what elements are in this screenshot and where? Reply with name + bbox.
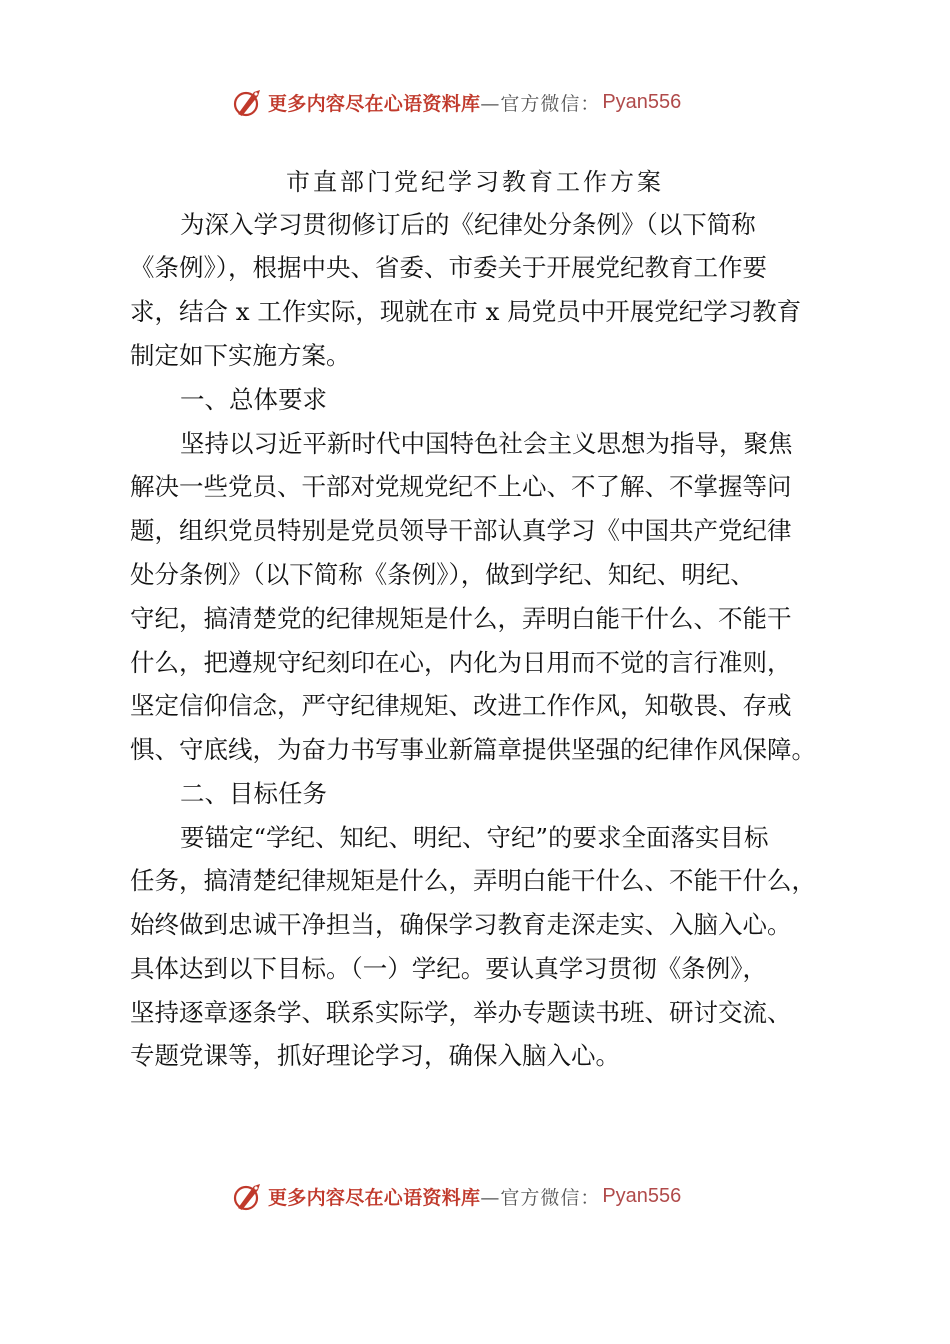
body-line: 坚定信仰信念，严守纪律规矩、改进工作作风，知敬畏、存戒 <box>130 691 792 720</box>
body-line: 坚持以习近平新时代中国特色社会主义思想为指导，聚焦 <box>180 429 793 458</box>
watermark-id-text: Pyan556 <box>602 1184 682 1207</box>
watermark-separator-text: —官方微信： <box>480 1186 601 1209</box>
body-line: 守纪，搞清楚党的纪律规矩是什么，弄明白能干什么、不能干 <box>130 604 792 633</box>
body-line: 什么，把遵规守纪刻印在心，内化为日用而不觉的言行准则， <box>130 648 792 677</box>
watermark-main-text: 更多内容尽在心语资料库 <box>268 1186 481 1209</box>
body-line: 制定如下实施方案。 <box>130 341 351 370</box>
body-line: 任务，搞清楚纪律规矩是什么，弄明白能干什么、不能干什么， <box>130 866 816 895</box>
watermark-banner-bottom <box>230 1176 681 1216</box>
pen-nib-logo-icon <box>230 1178 266 1214</box>
watermark-id-text: Pyan556 <box>602 90 682 113</box>
watermark-banner-top <box>230 82 681 122</box>
body-line: 始终做到忠诚干净担当，确保学习教育走深走实、入脑入心。 <box>130 910 792 939</box>
body-line: 处分条例》（以下简称《条例》），做到学纪、知纪、明纪、 <box>130 560 755 589</box>
body-line: 惧、守底线，为奋力书写事业新篇章提供坚强的纪律作风保障。 <box>130 735 816 764</box>
watermark-separator-text: —官方微信： <box>480 92 601 115</box>
body-line: 《条例》），根据中央、省委、市委关于开展党纪教育工作要 <box>130 253 767 282</box>
document-title: 市直部门党纪学习教育工作方案 <box>286 168 664 196</box>
body-line: 坚持逐章逐条学、联系实际学，举办专题读书班、研讨交流、 <box>130 998 792 1027</box>
watermark-main-text: 更多内容尽在心语资料库 <box>268 92 481 115</box>
section-heading: 二、目标任务 <box>180 779 327 808</box>
body-line: 为深入学习贯彻修订后的《纪律处分条例》（以下简称 <box>180 210 756 239</box>
body-line: 要锚定“学纪、知纪、明纪、守纪”的要求全面落实目标 <box>180 823 769 852</box>
body-line: 题，组织党员特别是党员领导干部认真学习《中国共产党纪律 <box>130 516 792 545</box>
body-line: 具体达到以下目标。（一）学纪。要认真学习贯彻《条例》， <box>130 954 767 983</box>
body-line: 解决一些党员、干部对党规党纪不上心、不了解、不掌握等问 <box>130 472 792 501</box>
pen-nib-logo-icon <box>230 84 266 120</box>
body-line: 求，结合 x 工作实际，现就在市 x 局党员中开展党纪学习教育 <box>130 297 802 326</box>
section-heading: 一、总体要求 <box>180 385 327 414</box>
body-line: 专题党课等，抓好理论学习，确保入脑入心。 <box>130 1041 620 1070</box>
